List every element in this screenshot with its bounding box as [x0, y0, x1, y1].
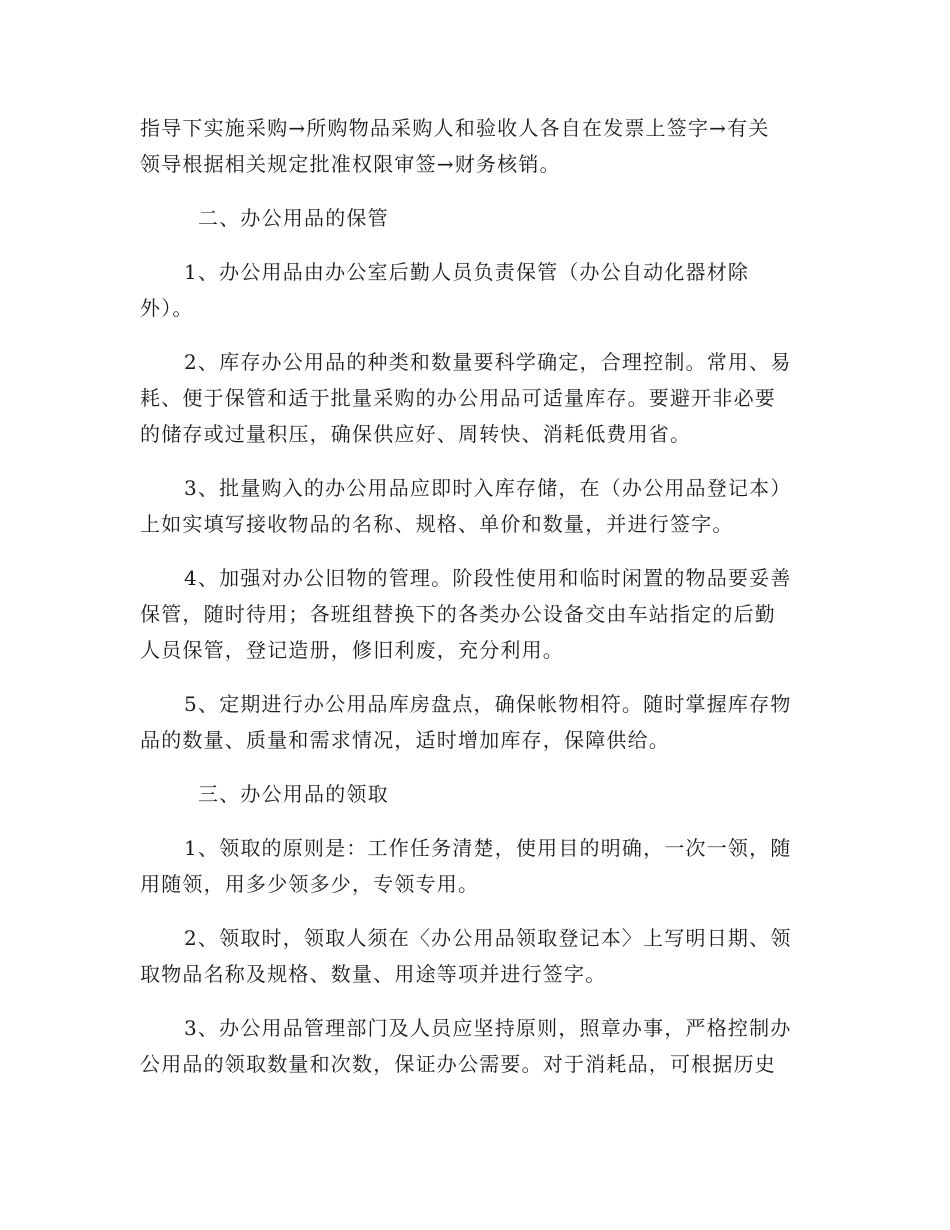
body-text-line: 外）。 — [140, 296, 194, 320]
body-text-line: 用随领，用多少领多少，专领专用。 — [140, 872, 480, 896]
body-text-line: 取物品名称及规格、数量、用途等项并进行签字。 — [140, 962, 607, 986]
body-text-line: 指导下实施采购→所购物品采购人和验收人各自在发票上签字→有关 — [140, 116, 770, 140]
body-text-line: 人员保管，登记造册，修旧利废，充分利用。 — [140, 638, 564, 662]
section-heading: 二、办公用品的保管 — [198, 206, 389, 230]
body-text-line: 2、领取时，领取人须在〈办公用品领取登记本〉上写明日期、领 — [184, 926, 792, 950]
body-text-line: 5、定期进行办公用品库房盘点，确保帐物相符。随时掌握库存物 — [184, 692, 792, 716]
body-text-line: 保管，随时待用；各班组替换下的各类办公设备交由车站指定的后勤 — [140, 602, 776, 626]
body-text-line: 的储存或过量积压，确保供应好、周转快、消耗低费用省。 — [140, 422, 692, 446]
section-heading: 三、办公用品的领取 — [198, 782, 389, 806]
body-text-line: 领导根据相关规定批准权限审签→财务核销。 — [140, 152, 561, 176]
body-text-line: 1、领取的原则是：工作任务清楚，使用目的明确，一次一领，随 — [184, 836, 792, 860]
body-text-line: 3、办公用品管理部门及人员应坚持原则，照章办事，严格控制办 — [184, 1016, 792, 1040]
body-text-line: 2、库存办公用品的种类和数量要科学确定，合理控制。常用、易 — [184, 350, 792, 374]
body-text-line: 耗、便于保管和适于批量采购的办公用品可适量库存。要避开非必要 — [140, 386, 776, 410]
body-text-line: 1、办公用品由办公室后勤人员负责保管（办公自动化器材除 — [184, 260, 750, 284]
body-text-line: 品的数量、质量和需求情况，适时增加库存，保障供给。 — [140, 728, 670, 752]
body-text-line: 4、加强对办公旧物的管理。阶段性使用和临时闲置的物品要妥善 — [184, 566, 792, 590]
body-text-line: 上如实填写接收物品的名称、规格、单价和数量，并进行签字。 — [140, 512, 734, 536]
body-text-line: 3、批量购入的办公用品应即时入库存储，在（办公用品登记本） — [184, 476, 792, 500]
body-text-line: 公用品的领取数量和次数，保证办公需要。对于消耗品，可根据历史 — [140, 1052, 776, 1076]
